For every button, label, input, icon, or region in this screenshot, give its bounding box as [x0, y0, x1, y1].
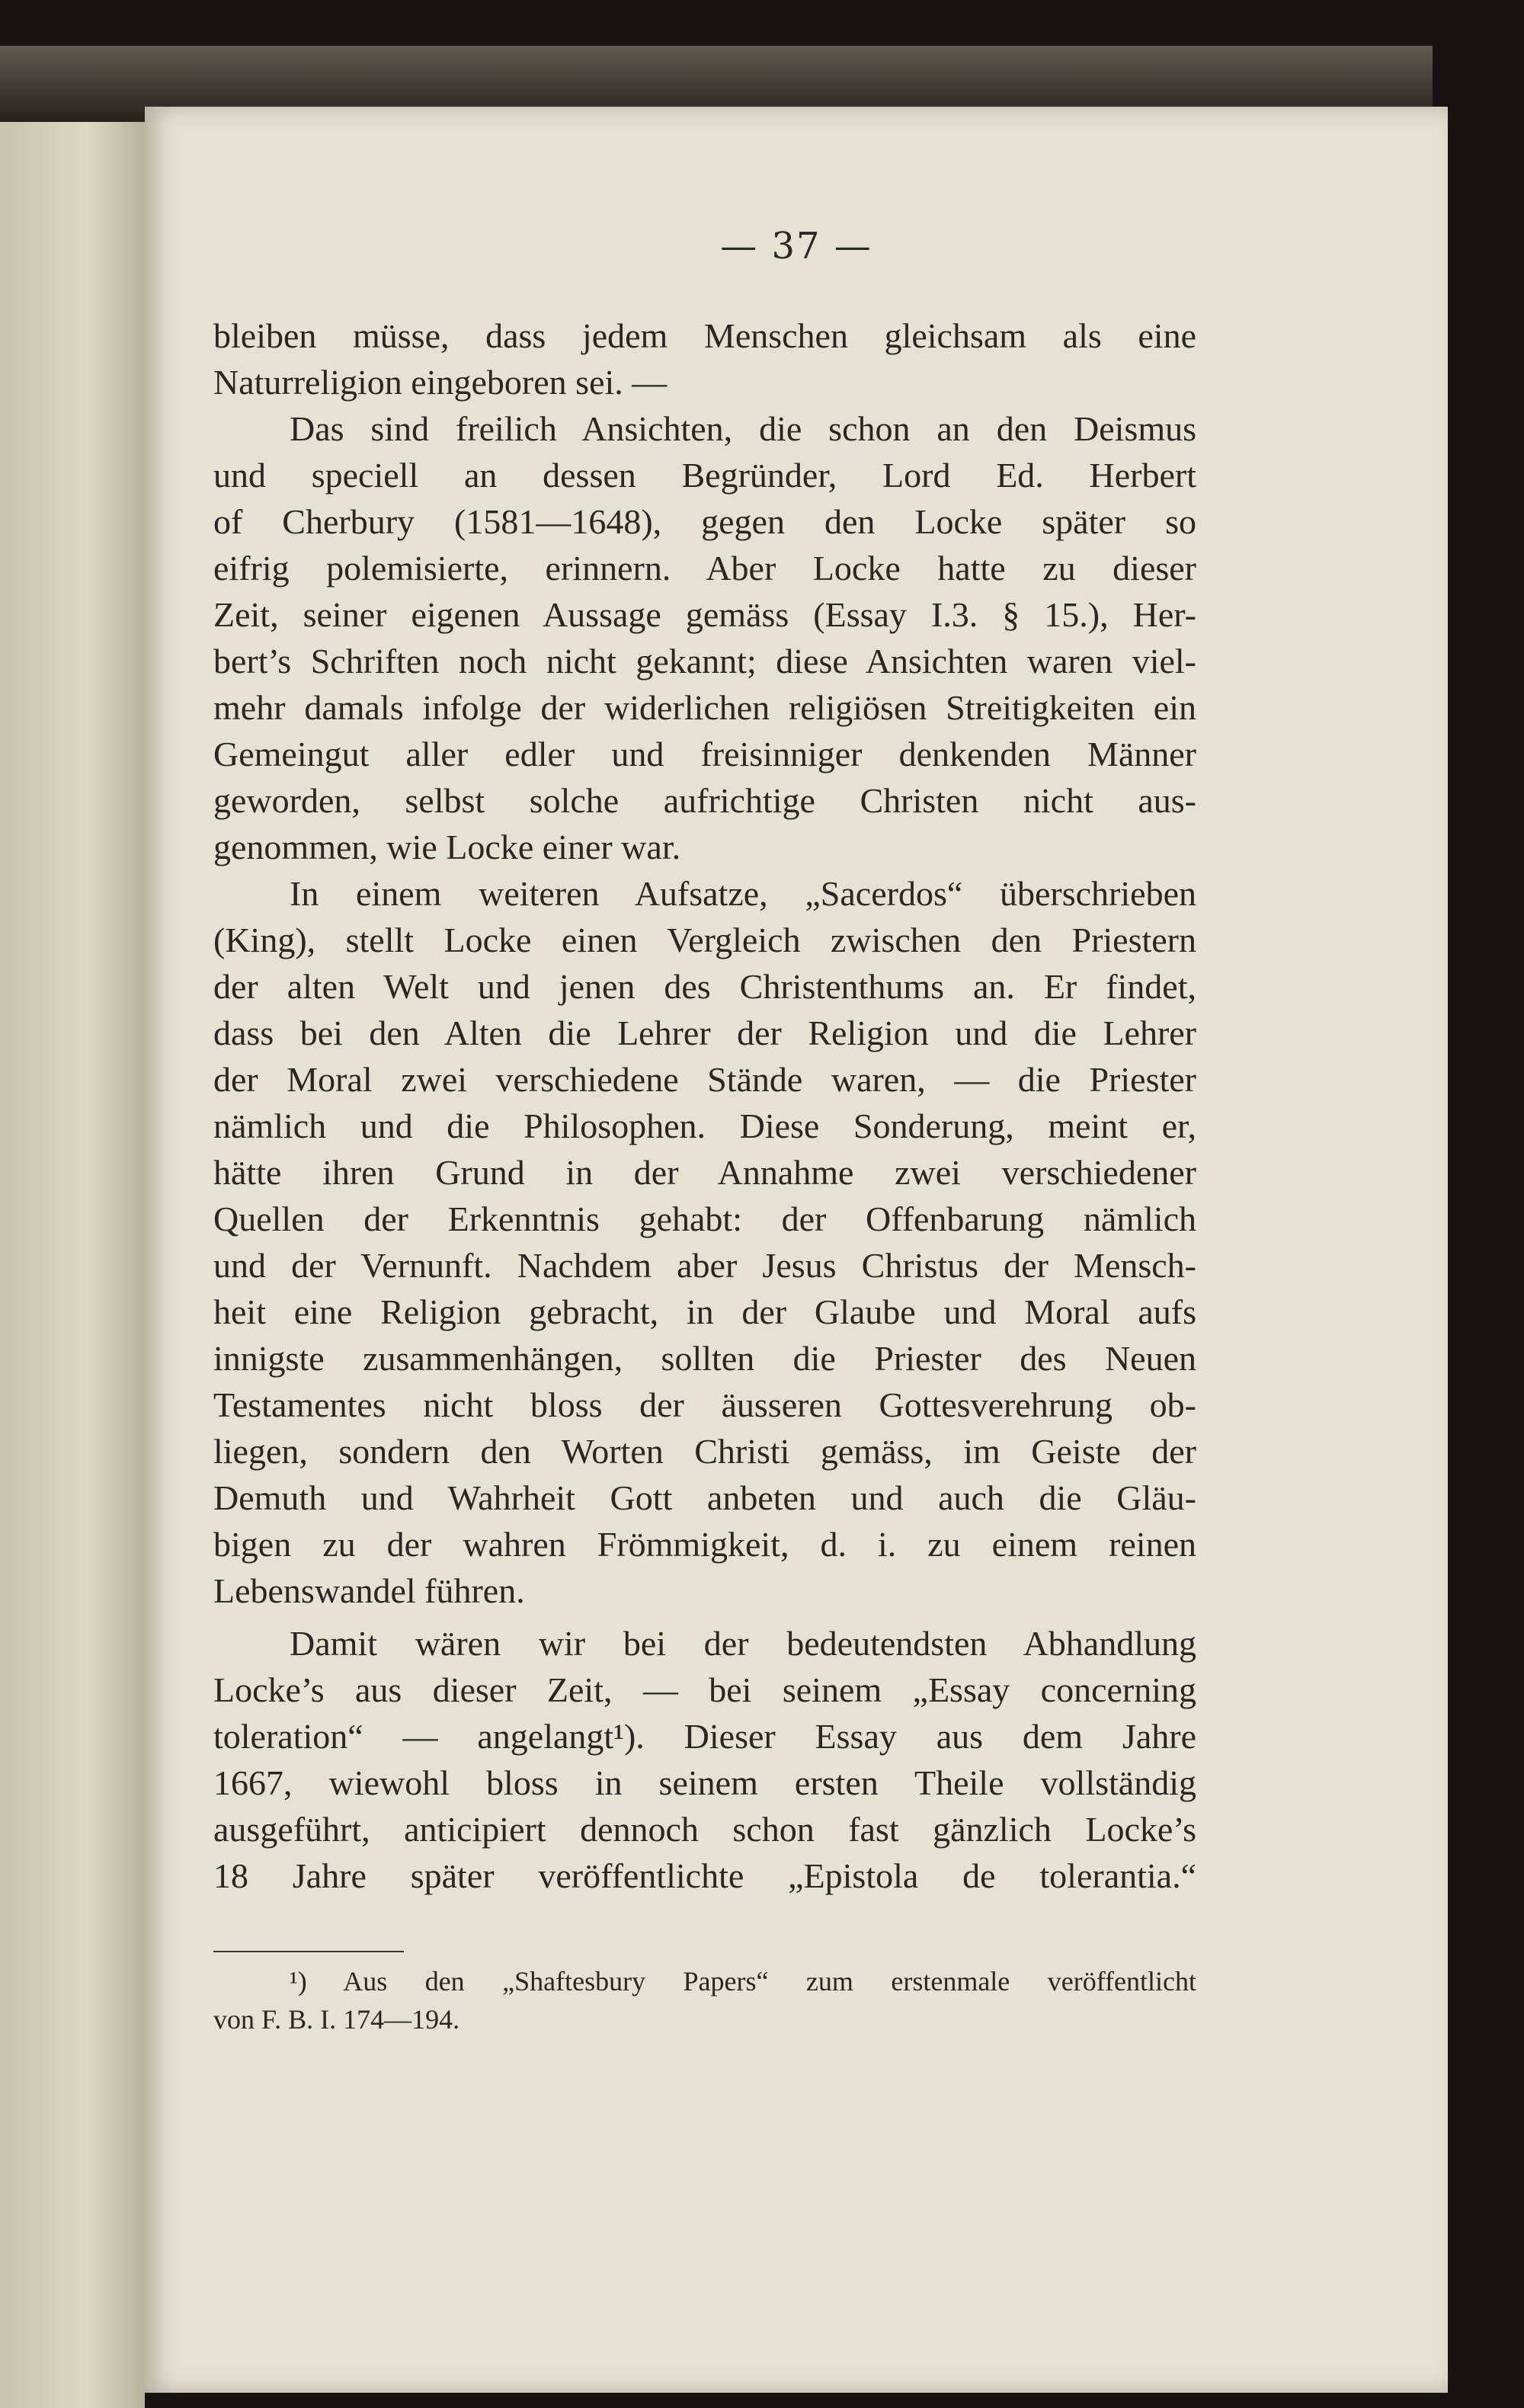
text-line: toleration“ — angelangt¹). Dieser Essay aus dem Jahre [213, 1717, 1196, 1756]
text-line: ausgeführt, anticipiert dennoch schon fast gänzlich Locke’s [213, 1810, 1196, 1849]
text-line: geworden, selbst solche aufrichtige Christen nicht aus- [213, 781, 1196, 820]
text-line: bert’s Schriften noch nicht gekannt; diese Ansichten waren viel- [213, 642, 1196, 680]
footnote-line: von F. B. I. 174—194. [213, 2004, 460, 2035]
text-line: In einem weiteren Aufsatze, „Sacerdos“ überschrieben [290, 874, 1196, 913]
text-line: Demuth und Wahrheit Gott anbeten und auch die Gläu- [213, 1478, 1196, 1517]
text-line: und der Vernunft. Nachdem aber Jesus Christus der Mensch- [213, 1246, 1196, 1285]
page-number: — 37 — [720, 225, 872, 267]
text-line: Locke’s aus dieser Zeit, — bei seinem „Essay concerning [213, 1670, 1196, 1709]
text-line: und speciell an dessen Begründer, Lord Ed. Herbert [213, 456, 1196, 495]
text-line: liegen, sondern den Worten Christi gemäss, im Geiste der [213, 1432, 1196, 1471]
text-line: Naturreligion eingeboren sei. — [213, 363, 668, 402]
text-line: Testamentes nicht bloss der äusseren Gottesverehrung ob- [213, 1385, 1196, 1424]
footnote [213, 1962, 1196, 2038]
text-line: genommen, wie Locke einer war. [213, 828, 681, 866]
footnote-line: ¹) Aus den „Shaftesbury Papers“ zum erstenmale veröffentlicht [290, 1966, 1196, 1997]
text-line: Damit wären wir bei der bedeutendsten Abhandlung [290, 1624, 1196, 1663]
text-line: heit eine Religion gebracht, in der Glaube und Moral aufs [213, 1292, 1196, 1331]
text-line: Das sind freilich Ansichten, die schon an den Deismus [290, 409, 1196, 448]
text-line: bleiben müsse, dass jedem Menschen gleichsam als eine [213, 316, 1196, 355]
text-line: dass bei den Alten die Lehrer der Religion und die Lehrer [213, 1013, 1196, 1052]
text-line: der Moral zwei verschiedene Stände waren, — die Priester [213, 1060, 1196, 1099]
text-line: Zeit, seiner eigenen Aussage gemäss (Essay I.3. § 15.), Her- [213, 595, 1196, 634]
book-page [145, 107, 1448, 2393]
text-line: innigste zusammenhängen, sollten die Priester des Neuen [213, 1339, 1196, 1378]
text-line: Quellen der Erkenntnis gehabt: der Offenbarung nämlich [213, 1199, 1196, 1238]
text-line: eifrig polemisierte, erinnern. Aber Locke hatte zu dieser [213, 549, 1196, 588]
text-line: hätte ihren Grund in der Annahme zwei verschiedener [213, 1153, 1196, 1192]
text-line: nämlich und die Philosophen. Diese Sonderung, meint er, [213, 1106, 1196, 1145]
footnote-divider [213, 1951, 404, 1952]
text-line: 18 Jahre später veröffentlichte „Epistola de tolerantia.“ [213, 1856, 1196, 1895]
text-line: mehr damals infolge der widerlichen religiösen Streitigkeiten ein [213, 688, 1196, 727]
text-line: of Cherbury (1581—1648), gegen den Locke später so [213, 502, 1196, 541]
text-line: 1667, wiewohl bloss in seinem ersten Theile vollständig [213, 1763, 1196, 1802]
facing-page-edge [0, 122, 145, 2408]
body-text [213, 312, 1196, 1899]
text-line: Lebenswandel führen. [213, 1571, 525, 1610]
text-line: bigen zu der wahren Frömmigkeit, d. i. zu einem reinen [213, 1525, 1196, 1564]
text-line: Gemeingut aller edler und freisinniger denkenden Männer [213, 735, 1196, 773]
text-line: der alten Welt und jenen des Christenthums an. Er findet, [213, 967, 1196, 1006]
text-line: (King), stellt Locke einen Vergleich zwischen den Priestern [213, 921, 1196, 959]
